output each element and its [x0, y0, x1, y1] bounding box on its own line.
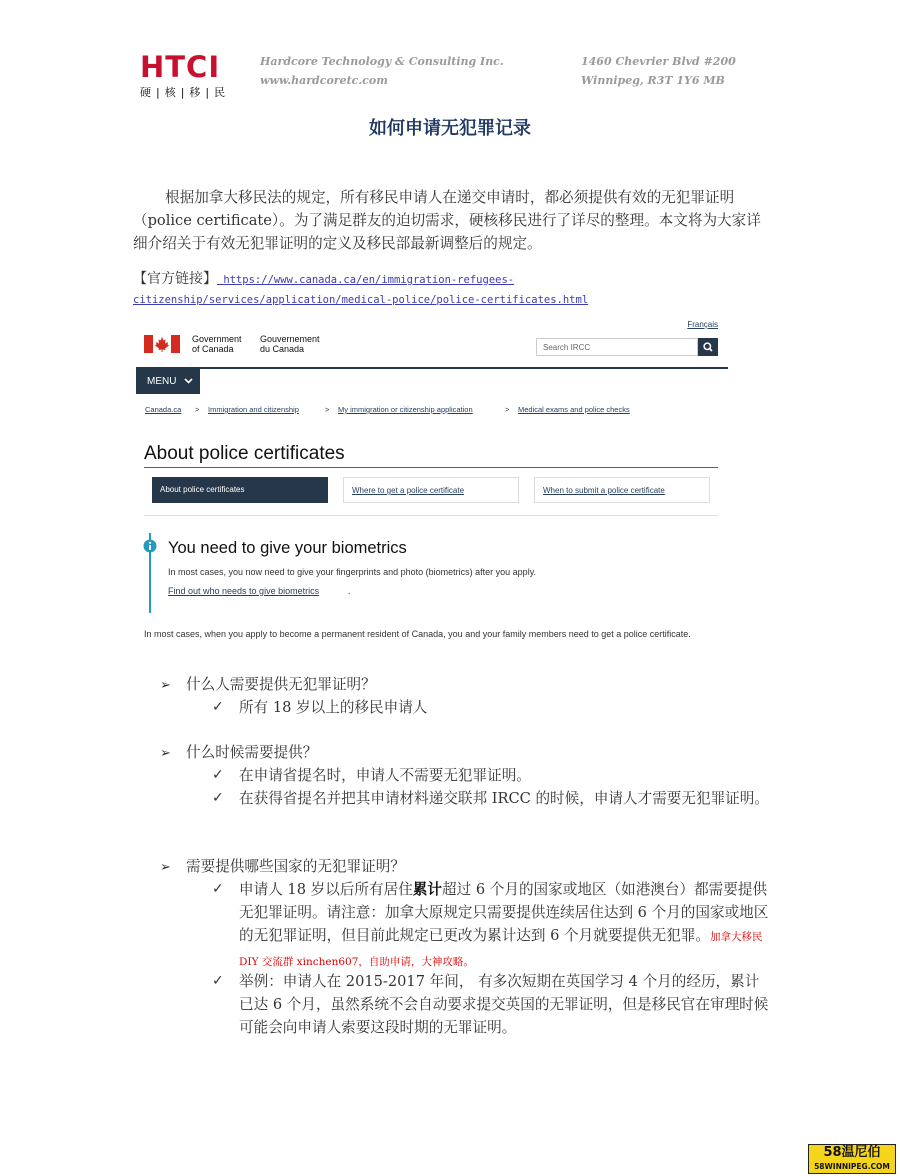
address-line-1: 1460 Chevrier Blvd #200 [581, 55, 736, 68]
address-line-2: Winnipeg, R3T 1Y6 MB [581, 74, 725, 87]
tab-when[interactable]: When to submit a police certificate [534, 477, 710, 503]
question-2 [160, 741, 317, 765]
breadcrumb-my-application[interactable]: My immigration or citizenship application [338, 405, 473, 414]
answer-text: 所有 18 岁以上的移民申请人 [239, 699, 428, 716]
breadcrumb-canada[interactable]: Canada.ca [145, 405, 182, 414]
arrow-bullet-icon: ➢ [160, 746, 171, 761]
question-text: 需要提供哪些国家的无犯罪证明？ [186, 858, 405, 875]
page-title: 如何申请无犯罪记录 [369, 118, 531, 139]
check-icon: ✓ [212, 790, 224, 806]
company-logo [140, 50, 246, 99]
check-icon: ✓ [212, 973, 224, 989]
info-icon [143, 539, 157, 553]
check-icon: ✓ [212, 699, 224, 715]
intro-paragraph: 根据加拿大移民法的规定，所有移民申请人在递交申请时，都必须提供有效的无犯罪证明（police certificate）。为了满足群友的迫切需求，硬核移民进行了详尽的整理。本文将为大家详细介绍关于有效无犯罪证明的定义及移民部最新调整后的规定。 [133, 189, 761, 252]
gov-en-line1: Government [192, 334, 242, 344]
gov-name-en [192, 334, 242, 354]
answer-pre: 申请人 18 岁以后所有居住 [239, 881, 413, 898]
answer-3-1 [212, 878, 772, 974]
heading-underline [144, 467, 718, 468]
gov-fr-line1: Gouvernement [260, 334, 320, 344]
section-heading: About police certificates [144, 443, 345, 464]
tabs-divider [144, 515, 718, 516]
gov-en-line2: of Canada [192, 344, 234, 354]
menu-label: MENU [147, 376, 177, 387]
tab-where[interactable]: Where to get a police certificate [343, 477, 519, 503]
alert-text: In most cases, you now need to give your fingerprints and photo (biometrics) after you apply. [168, 567, 537, 577]
answer-text: 在获得省提名并把其申请材料递交联邦 IRCC 的时候，申请人才需要无犯罪证明。 [239, 790, 769, 807]
question-1 [160, 673, 376, 697]
gov-name-fr [260, 334, 320, 354]
arrow-bullet-icon: ➢ [160, 678, 171, 693]
canada-flag-icon [144, 335, 180, 353]
company-address [581, 52, 736, 90]
pr-paragraph: In most cases, when you apply to become a permanent resident of Canada, you and your family members need to get a police certificate. [144, 629, 691, 639]
language-toggle[interactable]: Français [687, 320, 718, 329]
question-text: 什么时候需要提供？ [186, 744, 318, 761]
answer-post: 超过 6 个月的国家或地区（如港澳台）都需要提供无犯罪证明。请注意：加拿大原规定只需要提供连续居住达到 6 个月的国家或地区的无犯罪证明，但目前此规定已更改为累计达到 6 个月就要提供无犯罪。 [239, 881, 769, 944]
answer-emphasis: 累计 [412, 881, 442, 898]
search-icon [698, 338, 718, 356]
watermark-url: 58WINNIPEG.COM [814, 1162, 890, 1171]
answer-text [239, 878, 772, 974]
menu-button[interactable] [136, 369, 200, 394]
tab-about[interactable]: About police certificates [152, 477, 328, 503]
answer-text: 在申请省提名时，申请人不需要无犯罪证明。 [239, 767, 531, 784]
answer-2-2 [212, 787, 772, 810]
official-link-line [133, 270, 773, 310]
chevron-down-icon [184, 378, 193, 384]
search-button[interactable] [698, 338, 718, 356]
canada-screenshot [136, 316, 730, 662]
breadcrumb-medical[interactable]: Medical exams and police checks [518, 405, 630, 414]
search-input[interactable]: Search IRCC [536, 338, 698, 356]
logo-wordmark: HTCI [140, 50, 221, 84]
answer-text: 举例：申请人在 2015-2017 年间， 有多次短期在英国学习 4 个月的经历，累计已达 6 个月，虽然系统不会自动要求提交英国的无罪证明，但是移民官在审理时候可能会向申请人索要这段时期的无罪证明。 [239, 973, 769, 1036]
alert-link-period: . [348, 586, 351, 596]
alert-heading: You need to give your biometrics [168, 539, 407, 557]
breadcrumb-separator: > [195, 405, 200, 414]
header-divider [136, 367, 728, 369]
breadcrumb-separator: > [505, 405, 510, 414]
question-text: 什么人需要提供无犯罪证明？ [186, 676, 376, 693]
site-watermark [808, 1144, 896, 1174]
company-name: Hardcore Technology & Consulting Inc. [260, 55, 504, 68]
answer-1-1 [212, 696, 772, 719]
logo-subtitle: 硬|核|移|民 [140, 86, 231, 99]
answer-3-2 [212, 970, 772, 1039]
answer-2-1 [212, 764, 772, 787]
check-icon: ✓ [212, 881, 224, 897]
question-3 [160, 855, 405, 879]
breadcrumb-immigration[interactable]: Immigration and citizenship [208, 405, 299, 414]
company-website: www.hardcoretc.com [260, 74, 388, 87]
biometrics-link[interactable]: Find out who needs to give biometrics [168, 586, 320, 596]
arrow-bullet-icon: ➢ [160, 860, 171, 875]
official-link[interactable]: https://www.canada.ca/en/immigration-refugees-citizenship/services/application/medical-police/police-certificates.html [133, 274, 589, 306]
watermark-title: 58温尼伯 [823, 1145, 881, 1160]
promo-note: 加拿大移民 DIY 交流群 xinchen607，自助申请，大神攻略。 [239, 931, 763, 968]
official-link-label: 【官方链接】 [133, 271, 217, 287]
gov-fr-line2: du Canada [260, 344, 305, 354]
check-icon: ✓ [212, 767, 224, 783]
company-info [260, 52, 504, 90]
breadcrumb-separator: > [325, 405, 330, 414]
